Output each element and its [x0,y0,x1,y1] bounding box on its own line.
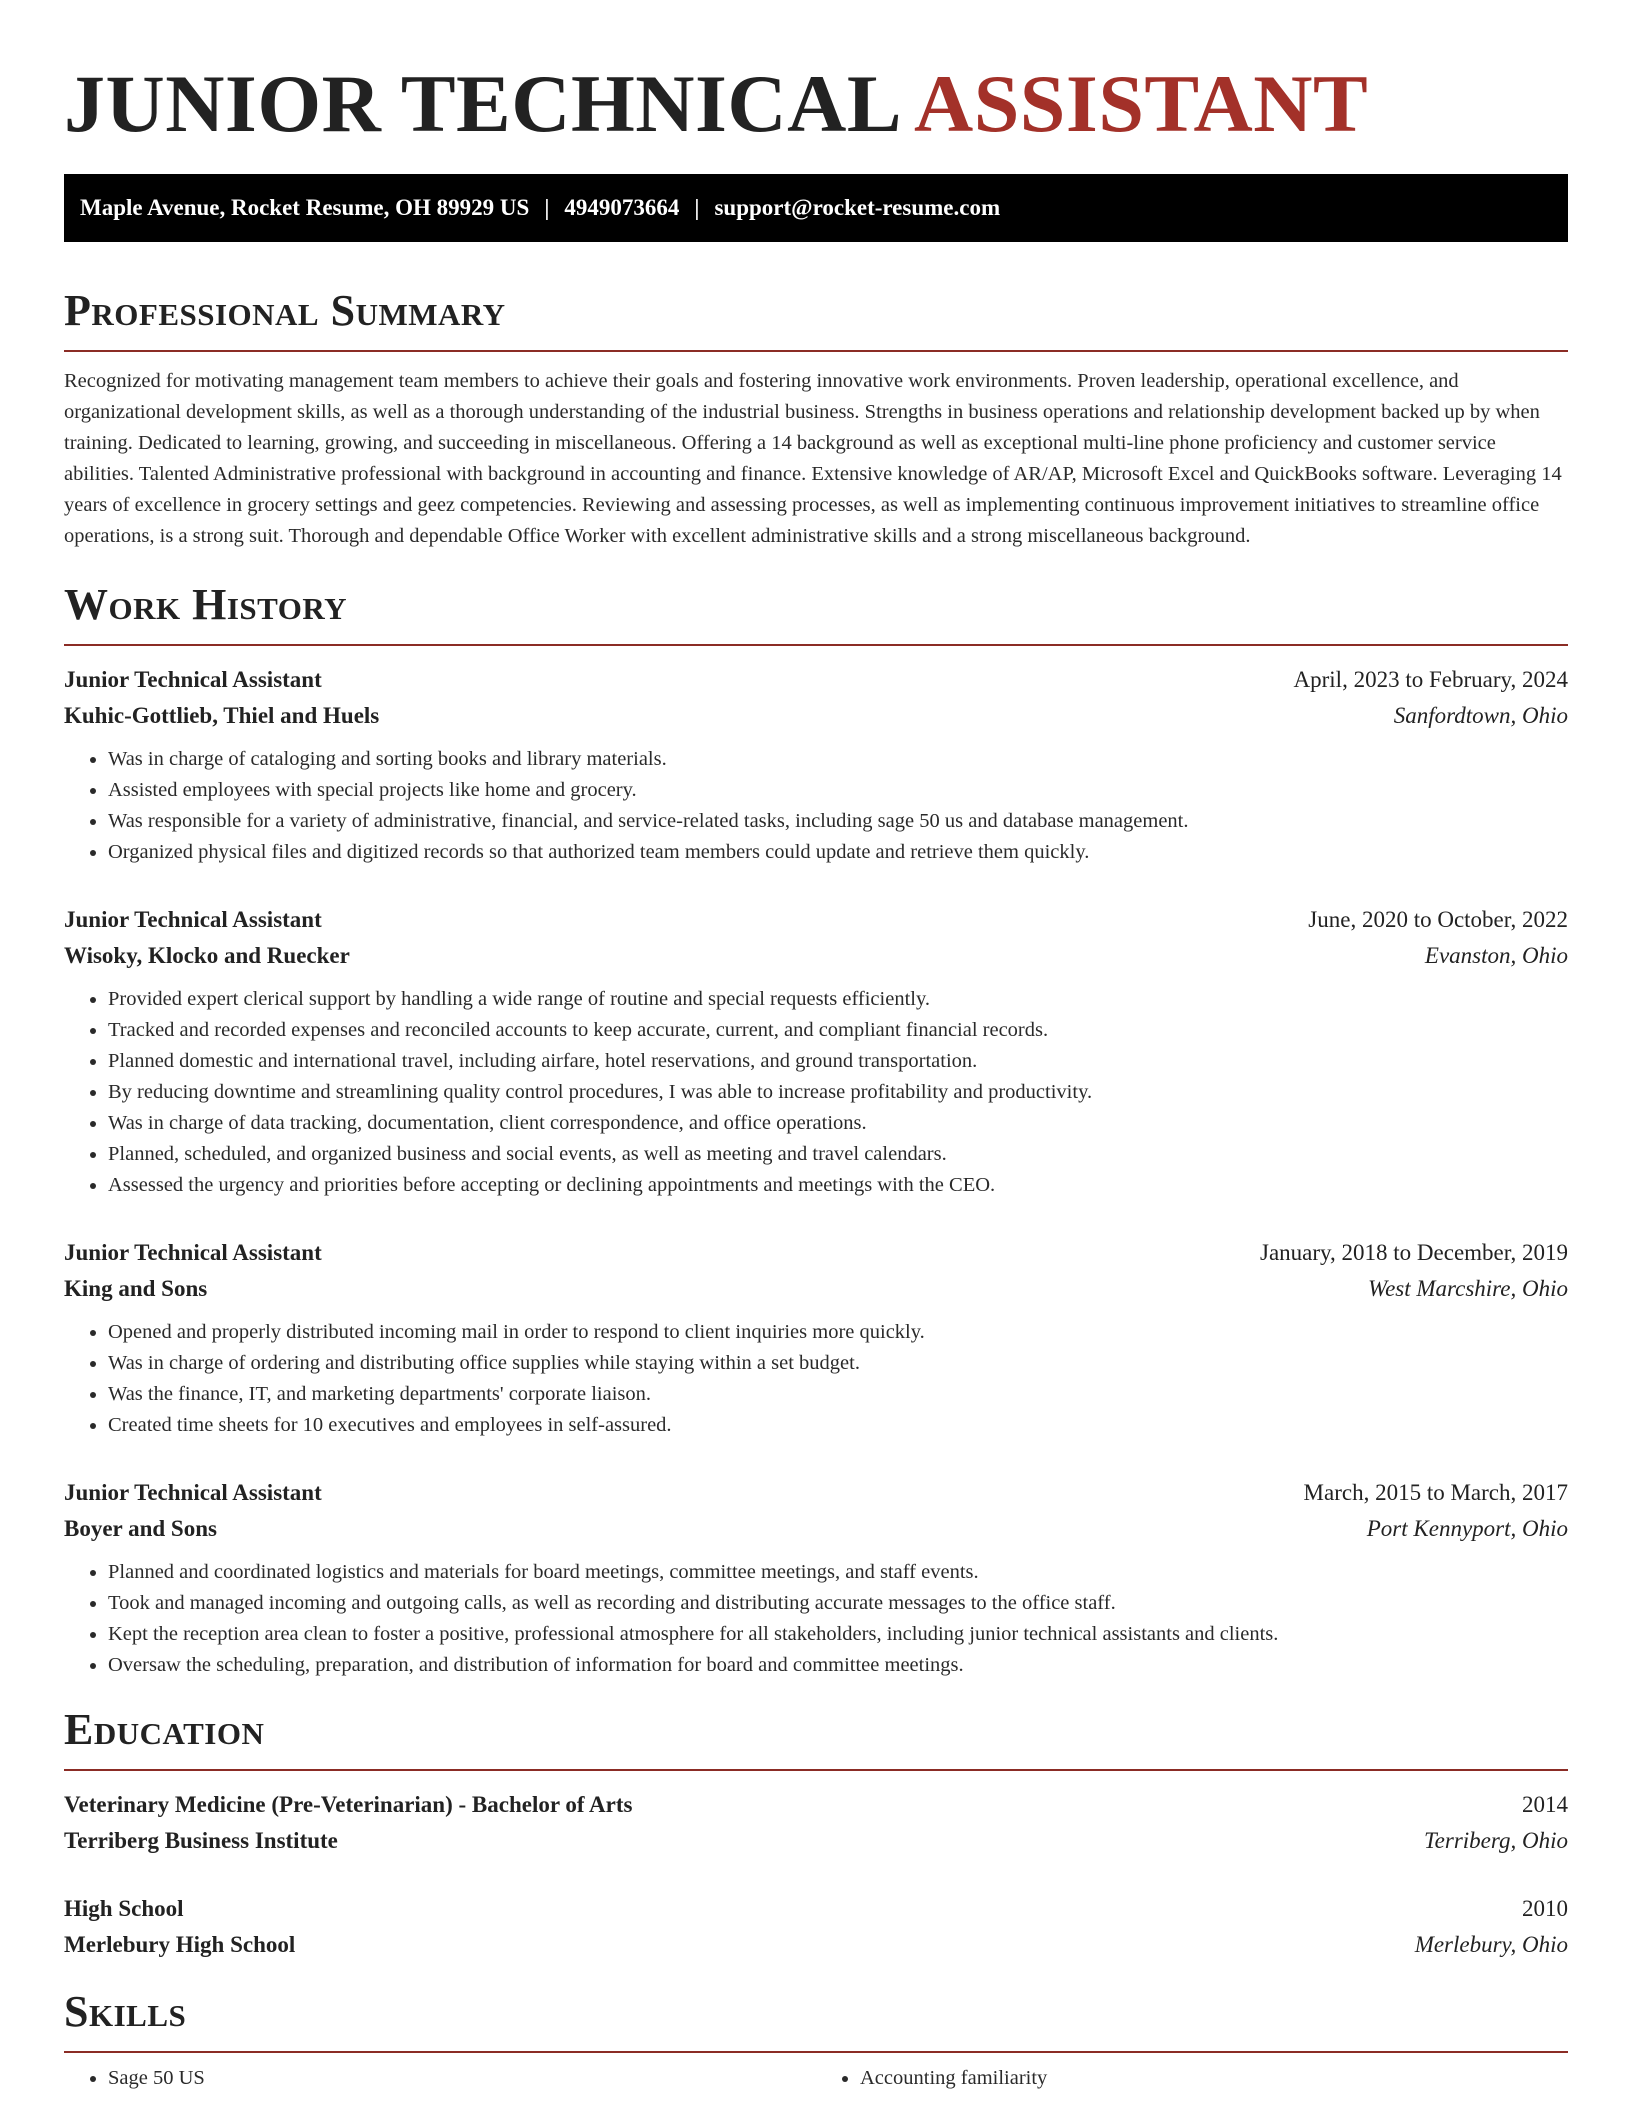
job-company: Wisoky, Klocko and Ruecker [64,943,350,968]
work-history-list [64,662,1568,1681]
job-bullet-item: • Planned domestic and international travel, including airfare, hotel reservations, and ground transportation. [108,1046,1568,1077]
title-part-2: ASSISTANT [913,58,1369,149]
job-company: King and Sons [64,1276,208,1301]
section-heading-work-history: Work History [64,580,1568,646]
education-school: Terriberg Business Institute [64,1828,338,1853]
job-bullet-item: • Was in charge of cataloging and sorting books and library materials. [108,744,1568,775]
education-location: Merlebury, Ohio [1414,1932,1568,1957]
job-location: Port Kennyport, Ohio [1366,1516,1568,1541]
job-location: Evanston, Ohio [1424,943,1568,968]
job-bullet-item: • Planned and coordinated logistics and materials for board meetings, committee meetings, and staff events. [108,1557,1568,1588]
education-degree-row [64,1787,1568,1823]
section-heading-summary: Professional Summary [64,286,1568,352]
job-dates: March, 2015 to March, 2017 [1303,1480,1568,1505]
job-bullet-item: • Kept the reception area clean to foster a positive, professional atmosphere for all stakeholders, including junior technical assistants and clients. [108,1619,1568,1650]
skill-item: • Sage 50 US [108,2063,816,2094]
job-bullet-item: • Tracked and recorded expenses and reconciled accounts to keep accurate, current, and compliant financial records. [108,1015,1568,1046]
job-company-row [64,698,1568,734]
job-bullet-item: • Created time sheets for 10 executives and employees in self-assured. [108,1410,1568,1441]
job-header-row [64,1235,1568,1271]
job-title: Junior Technical Assistant [64,1240,322,1265]
job-bullet-item: • Was the finance, IT, and marketing departments' corporate liaison. [108,1379,1568,1410]
education-school-row [64,1823,1568,1859]
skills-columns [64,2063,1568,2094]
contact-separator: | [544,195,550,220]
education-list [64,1787,1568,1963]
job-dates: June, 2020 to October, 2022 [1308,907,1568,932]
summary-text: Recognized for motivating management team members to achieve their goals and fostering innovative work environments. Proven leadership, operational excellence, and organizational development skills, as well as a thorough understanding of the industrial business. Strengths in business operations and relationship development backed up by when training. Dedicated to learning, growing, and succeeding in miscellaneous. Offering a 14 background as well as exceptional multi-line phone proficiency and customer service abilities. Talented Administrative professional with background in accounting and finance. Extensive knowledge of AR/AP, Microsoft Excel and QuickBooks software. Leveraging 14 years of excellence in grocery settings and geez competencies. Reviewing and assessing processes, as well as implementing continuous improvement initiatives to streamline office operations, is a strong suit. Thorough and dependable Office Worker with excellent administrative skills and a strong miscellaneous background. [64,370,1562,547]
job-bullet-item: • Was in charge of data tracking, documentation, client correspondence, and office operations. [108,1108,1568,1139]
job-bullets [64,1317,1568,1441]
contact-separator: | [694,195,700,220]
job-location: Sanfordtown, Ohio [1393,703,1568,728]
job-title: Junior Technical Assistant [64,667,322,692]
job-header-row [64,1475,1568,1511]
job-company: Boyer and Sons [64,1516,217,1541]
job-entry [64,1475,1568,1681]
education-degree: Veterinary Medicine (Pre-Veterinarian) - Bachelor of Arts [64,1792,633,1817]
section-heading-education: Education [64,1705,1568,1771]
skill-item: • Accounting familiarity [860,2063,1568,2094]
job-entry [64,902,1568,1201]
skills-column-right [816,2063,1568,2094]
job-company-row [64,1271,1568,1307]
job-bullet-item: • Assessed the urgency and priorities before accepting or declining appointments and meetings with the CEO. [108,1170,1568,1201]
section-heading-skills: Skills [64,1987,1568,2053]
job-bullet-item: • Took and managed incoming and outgoing calls, as well as recording and distributing accurate messages to the office staff. [108,1588,1568,1619]
contact-email: support@rocket-resume.com [714,195,1001,220]
job-entry [64,662,1568,868]
job-header-row [64,902,1568,938]
job-bullet-item: • Planned, scheduled, and organized business and social events, as well as meeting and travel calendars. [108,1139,1568,1170]
job-company: Kuhic-Gottlieb, Thiel and Huels [64,703,380,728]
job-bullet-item: • By reducing downtime and streamlining quality control procedures, I was able to increase profitability and productivity. [108,1077,1568,1108]
education-degree: High School [64,1896,184,1921]
job-bullet-item: • Oversaw the scheduling, preparation, and distribution of information for board and committee meetings. [108,1650,1568,1681]
contact-address: Maple Avenue, Rocket Resume, OH 89929 US [80,195,530,220]
job-location: West Marcshire, Ohio [1368,1276,1568,1301]
resume-title [64,58,1568,150]
education-entry [64,1787,1568,1859]
job-bullets [64,984,1568,1201]
contact-bar [64,174,1568,242]
resume-content [64,0,1568,2094]
job-title: Junior Technical Assistant [64,907,322,932]
job-entry [64,1235,1568,1441]
job-bullet-item: • Was responsible for a variety of administrative, financial, and service-related tasks, including sage 50 us and database management. [108,806,1568,837]
education-school: Merlebury High School [64,1932,296,1957]
job-bullet-item: • Assisted employees with special projects like home and grocery. [108,775,1568,806]
job-company-row [64,938,1568,974]
job-bullets [64,1557,1568,1681]
education-entry [64,1891,1568,1963]
job-bullet-item: • Was in charge of ordering and distributing office supplies while staying within a set budget. [108,1348,1568,1379]
job-bullets [64,744,1568,868]
job-bullet-item: • Opened and properly distributed incoming mail in order to respond to client inquiries more quickly. [108,1317,1568,1348]
education-location: Terriberg, Ohio [1424,1828,1568,1853]
job-company-row [64,1511,1568,1547]
job-header-row [64,662,1568,698]
education-year: 2014 [1522,1792,1568,1817]
contact-phone: 4949073664 [564,195,680,220]
job-dates: January, 2018 to December, 2019 [1260,1240,1568,1265]
skills-column-left [64,2063,816,2094]
education-year: 2010 [1522,1896,1568,1921]
title-part-1: JUNIOR TECHNICAL [64,58,898,149]
education-degree-row [64,1891,1568,1927]
job-bullet-item: • Provided expert clerical support by handling a wide range of routine and special requests efficiently. [108,984,1568,1015]
education-school-row [64,1927,1568,1963]
job-dates: April, 2023 to February, 2024 [1293,667,1568,692]
job-bullet-item: • Organized physical files and digitized records so that authorized team members could update and retrieve them quickly. [108,837,1568,868]
job-title: Junior Technical Assistant [64,1480,322,1505]
